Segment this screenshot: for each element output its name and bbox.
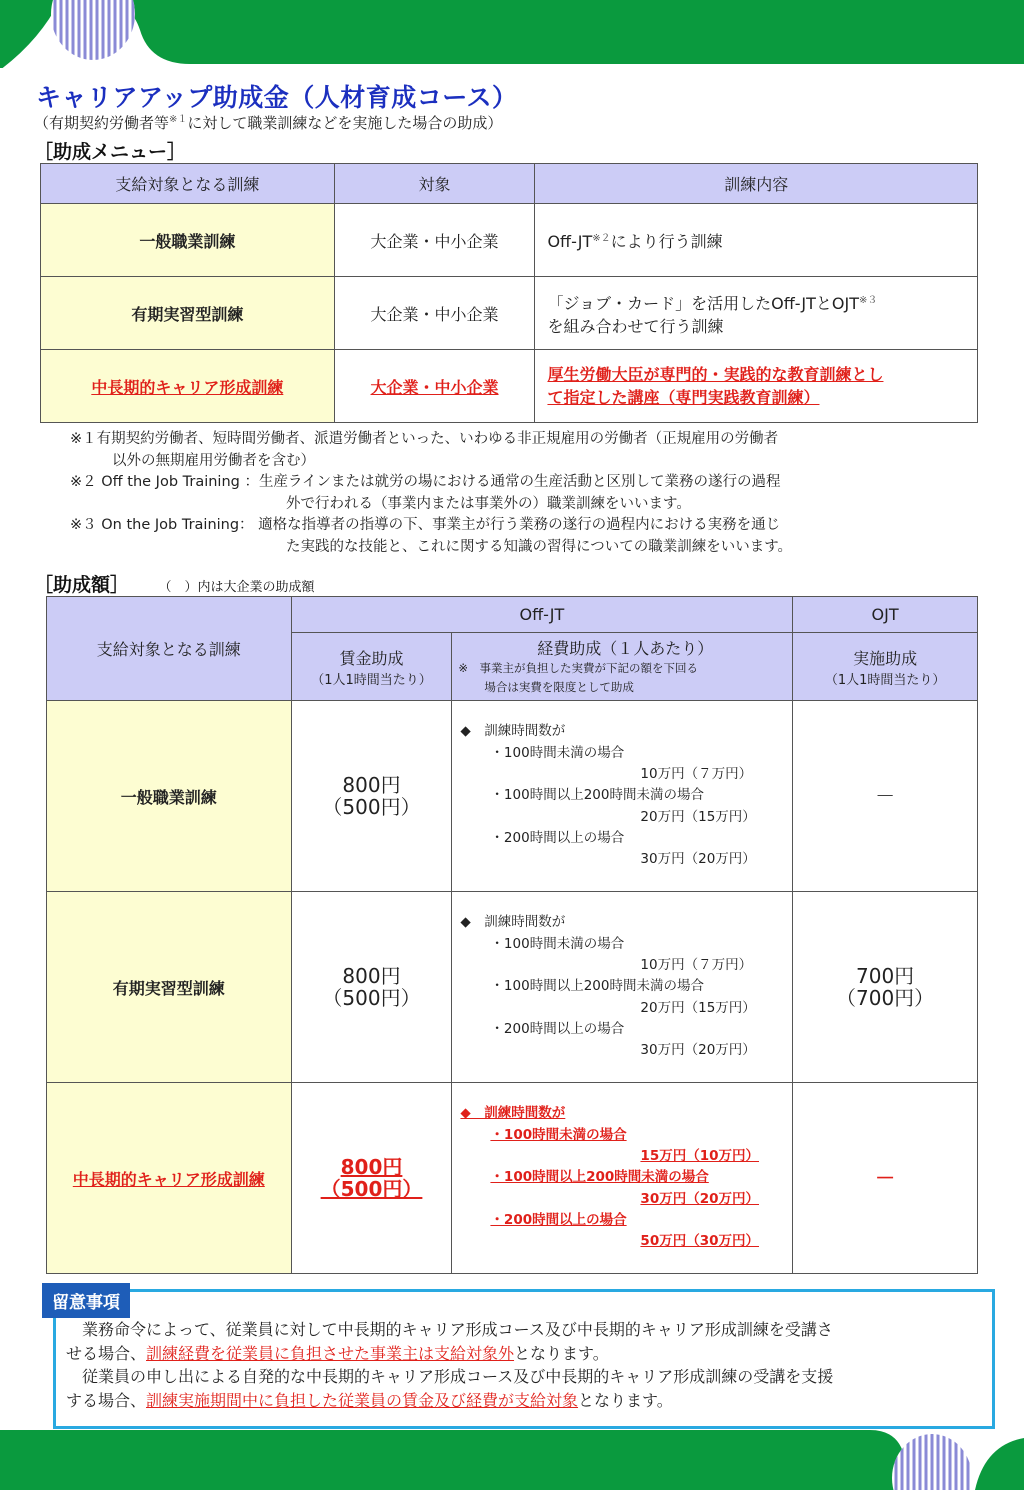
menu-table	[40, 163, 978, 423]
footer-decoration	[0, 1430, 1024, 1490]
table-row	[47, 701, 978, 892]
table-row	[41, 204, 978, 277]
amount-header-training: 支給対象となる訓練	[47, 597, 292, 701]
notice-line: せる場合、訓練経費を従業員に負担させた事業主は支給対象外となります。	[66, 1343, 609, 1363]
notice-body	[66, 1318, 970, 1412]
menu-row-content: 「ジョブ・カード」を活用したOff-JTとOJT$^{※3}$ を組み合わせて行う訓練	[535, 277, 978, 350]
amount-header-impl: 実施助成 （1人1時間当たり）	[793, 633, 978, 701]
notice-line: する場合、訓練実施期間中に負担した従業員の賃金及び経費が支給対象となります。	[66, 1390, 673, 1410]
page-subtitle: （有期契約労働者等$^{※1}$に対して職業訓練などを実施した場合の助成）	[34, 114, 503, 132]
footnote-1-cont: 以外の無期雇用労働者を含む）	[112, 452, 315, 469]
amount-row-wage: 800円 （500円）	[291, 1083, 452, 1274]
menu-row-name: 有期実習型訓練	[41, 277, 335, 350]
menu-row-name: 一般職業訓練	[41, 204, 335, 277]
amount-row-wage: 800円 （500円）	[291, 701, 452, 892]
amount-header-cost: 経費助成（１人あたり） ※ 事業主が負担した実費が下記の額を下回る 場合は実費を限度として助成	[452, 633, 793, 701]
amount-row-ojt: －	[793, 701, 978, 892]
menu-row-content: Off-JT$^{※2}$により行う訓練	[535, 204, 978, 277]
menu-row-content: 厚生労働大臣が専門的・実践的な教育訓練とし て指定した講座（専門実践教育訓練）	[535, 350, 978, 423]
footnote-1: ※１有期契約労働者、短時間労働者、派遣労働者といった、いわゆる非正規雇用の労働者（正規雇用の労働者	[70, 431, 779, 447]
footnote-2: ※２ Off the Job Training ：生産ラインまたは就労の場における通常の生産活動と区別して業務の遂行の過程	[70, 474, 781, 490]
amount-row-name: 中長期的キャリア形成訓練	[47, 1083, 292, 1274]
amount-row-ojt: －	[793, 1083, 978, 1274]
header-decoration	[0, 0, 1024, 68]
amount-heading: ［助成額］ （ ）内は大企業の助成額	[34, 574, 315, 596]
amount-header-offjt: Off-JT	[291, 597, 793, 633]
menu-row-name: 中長期的キャリア形成訓練	[41, 350, 335, 423]
amount-heading-note: （ ）内は大企業の助成額	[165, 580, 315, 595]
menu-header-row	[41, 164, 978, 204]
table-row	[41, 350, 978, 423]
notice-tag: 留意事項	[42, 1283, 130, 1318]
menu-heading: ［助成メニュー］	[34, 141, 187, 163]
striped-circle-icon	[892, 1430, 972, 1490]
amount-row-cost: ◆ 訓練時間数が ・100時間未満の場合 10万円（７万円） ・100時間以上200時間未満の場合 20万円（15万円） ・200時間以上の場合 30万円（20万円）	[452, 701, 793, 892]
menu-row-target: 大企業・中小企業	[334, 350, 535, 423]
table-row	[47, 892, 978, 1083]
footnote-3: ※３ On the Job Training： 適格な指導者の指導の下、事業主が行う業務の遂行の過程内における実務を通じ	[70, 517, 781, 533]
amount-row-name: 有期実習型訓練	[47, 892, 292, 1083]
notice-line: 従業員の申し出による自発的な中長期的キャリア形成コース及び中長期的キャリア形成訓練の受講を支援	[66, 1367, 834, 1387]
page-title: キャリアアップ助成金（人材育成コース）	[36, 83, 518, 112]
amount-row-name: 一般職業訓練	[47, 701, 292, 892]
menu-row-target: 大企業・中小企業	[334, 204, 535, 277]
notice-line: 業務命令によって、従業員に対して中長期的キャリア形成コース及び中長期的キャリア形成訓練を受講さ	[66, 1320, 833, 1339]
amount-table	[46, 596, 978, 1274]
menu-header-training: 支給対象となる訓練	[41, 164, 335, 204]
footnotes	[70, 429, 792, 558]
menu-header-content: 訓練内容	[535, 164, 978, 204]
amount-row-wage: 800円 （500円）	[291, 892, 452, 1083]
menu-header-target: 対象	[334, 164, 535, 204]
amount-header-wage: 賃金助成 （1人1時間当たり）	[291, 633, 452, 701]
notice-highlight: 訓練実施期間中に負担した従業員の賃金及び経費が支給対象	[146, 1390, 579, 1410]
footnote-3-cont: た実践的な技能と、これに関する知識の習得についての職業訓練をいいます。	[286, 538, 793, 555]
amount-row-cost: ◆ 訓練時間数が ・100時間未満の場合 15万円（10万円） ・100時間以上200時間未満の場合 30万円（20万円） ・200時間以上の場合 50万円（30万円）	[452, 1083, 793, 1274]
footnote-2-cont: 外で行われる（事業内または事業外の）職業訓練をいいます。	[286, 495, 691, 512]
table-row	[47, 1083, 978, 1274]
amount-row-cost: ◆ 訓練時間数が ・100時間未満の場合 10万円（７万円） ・100時間以上200時間未満の場合 20万円（15万円） ・200時間以上の場合 30万円（20万円）	[452, 892, 793, 1083]
notice-highlight: 訓練経費を従業員に負担させた事業主は支給対象外	[146, 1343, 515, 1363]
menu-row-target: 大企業・中小企業	[334, 277, 535, 350]
amount-header-ojt: OJT	[793, 597, 978, 633]
table-row	[41, 277, 978, 350]
amount-row-ojt: 700円 （700円）	[793, 892, 978, 1083]
